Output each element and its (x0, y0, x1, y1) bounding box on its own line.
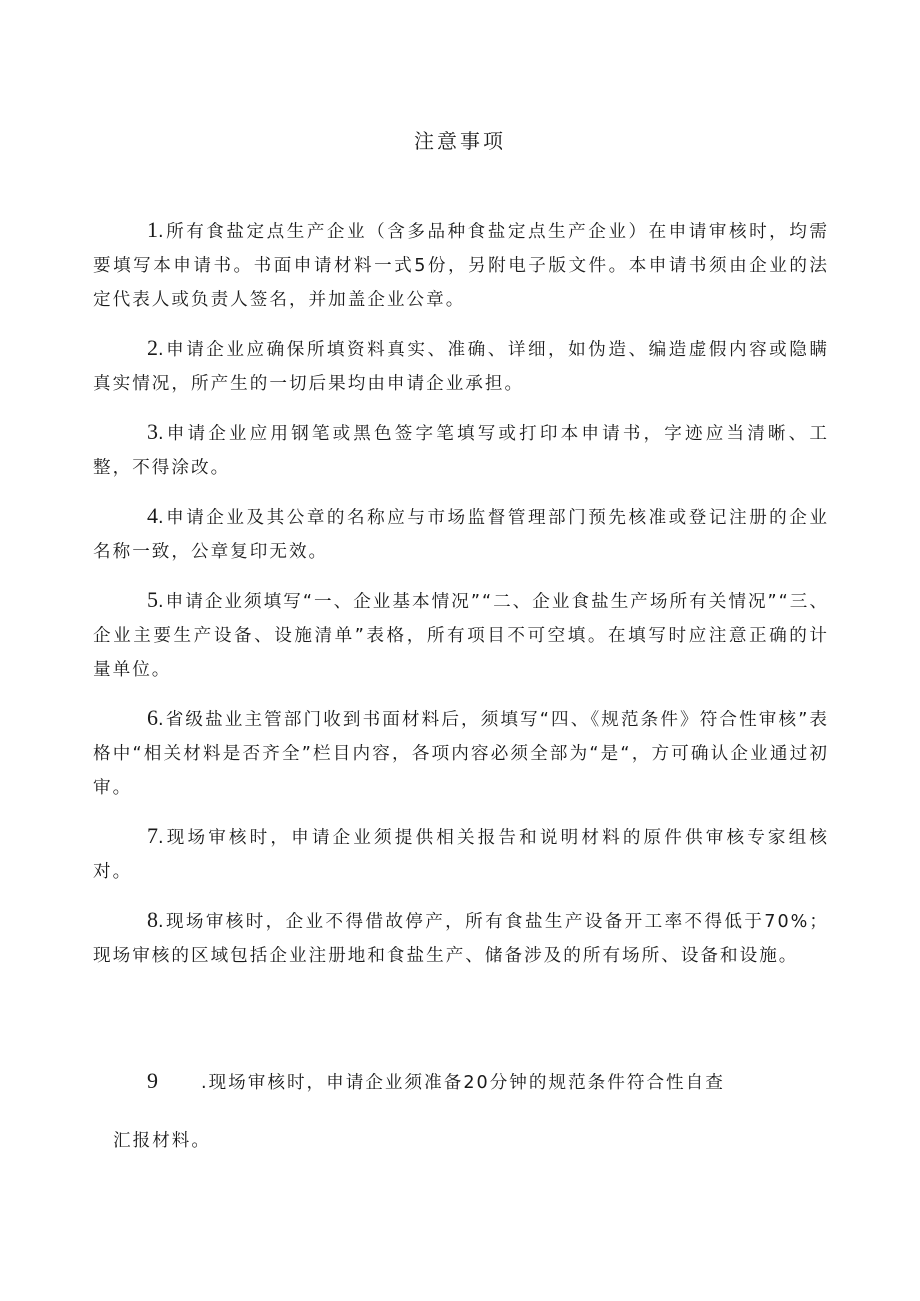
item-text-continuation: 汇报材料。 (113, 1131, 211, 1151)
item-number: 7 (147, 823, 158, 848)
item-text: .现场审核时，申请企业须提供相关报告和说明材料的原件供审核专家组核对。 (93, 828, 829, 882)
item-number: 3 (147, 419, 158, 444)
item-number: 2 (147, 335, 158, 360)
item-text: .申请企业及其公章的名称应与市场监督管理部门预先核准或登记注册的企业名称一致，公章复印无效。 (93, 508, 829, 562)
item-number: 1 (147, 217, 158, 242)
item-text: .申请企业应用钢笔或黑色签字笔填写或打印本申请书，字迹应当清晰、工整，不得涂改。 (93, 424, 829, 478)
page-title: 注意事项 (414, 129, 506, 153)
item-number: 5 (147, 587, 158, 612)
item-text: .现场审核时，企业不得借故停产，所有食盐生产设备开工率不得低于70%；现场审核的区域包括企业注册地和食盐生产、储备涉及的所有场所、设备和设施。 (93, 912, 829, 966)
item-text: .申请企业须填写“一、企业基本情况”“二、企业食盐生产场所有关情况”“三、企业主要生产设备、设施清单”表格，所有项目不可空填。在填写时应注意正确的计量单位。 (93, 592, 829, 680)
list-item (93, 903, 829, 973)
item-text: .省级盐业主管部门收到书面材料后，须填写“四、《规范条件》符合性审核”表格中“相关材料是否齐全”栏目内容，各项内容必须全部为“是“，方可确认企业通过初审。 (93, 710, 829, 798)
list-item (93, 701, 829, 805)
item-line (93, 1064, 829, 1100)
list-item (93, 583, 829, 687)
item-text: .所有食盐定点生产企业（含多品种食盐定点生产企业）在申请审核时，均需要填写本申请书。书面申请材料一式5份，另附电子版文件。本申请书须由企业的法定代表人或负责人签名，并加盖企业公章。 (93, 222, 829, 310)
list-item (93, 213, 829, 317)
item-text: .现场审核时，申请企业须准备20分钟的规范条件符合性自查 (201, 1073, 725, 1093)
list-item (93, 819, 829, 889)
list-item (93, 499, 829, 569)
notice-list (93, 213, 829, 987)
item-text: .申请企业应确保所填资料真实、准确、详细，如伪造、编造虚假内容或隐瞒真实情况，所产生的一切后果均由申请企业承担。 (93, 340, 829, 394)
list-item (93, 1064, 829, 1158)
item-number: 8 (147, 907, 158, 932)
item-number: 9 (147, 1068, 158, 1093)
item-number: 4 (147, 503, 158, 528)
list-item (93, 415, 829, 485)
item-number: 6 (147, 705, 158, 730)
list-item (93, 331, 829, 401)
